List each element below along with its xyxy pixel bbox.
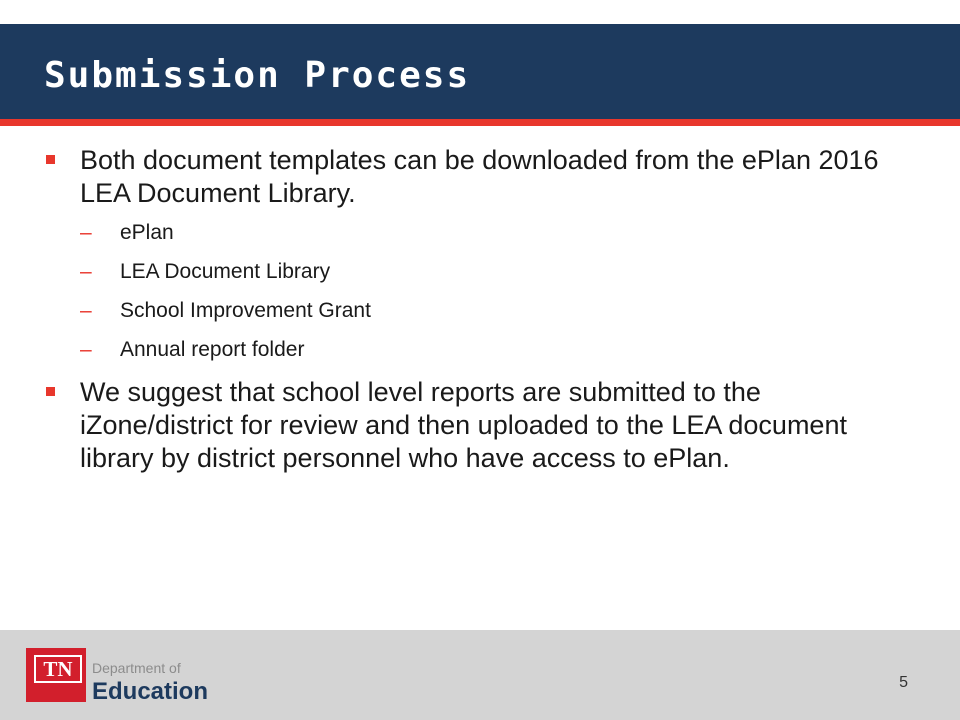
square-bullet-icon	[46, 387, 55, 396]
slide-content	[44, 144, 914, 475]
sub-item-text: LEA Document Library	[120, 260, 331, 283]
sub-list	[80, 220, 914, 363]
logo-department-text: Department of	[92, 660, 181, 676]
page-number: 5	[899, 674, 908, 691]
sub-item	[80, 259, 914, 285]
sub-item-text: Annual report folder	[120, 338, 305, 361]
bullet-text: We suggest that school level reports are submitted to the iZone/district for review and then uploaded to the LEA document library by district personnel who have access to ePlan.	[80, 377, 847, 473]
bullet-item	[44, 144, 914, 210]
bullet-text: Both document templates can be downloaded from the ePlan 2016 LEA Document Library.	[80, 145, 879, 208]
dash-bullet-icon: –	[80, 221, 92, 244]
square-bullet-icon	[46, 155, 55, 164]
bullet-item	[44, 376, 914, 475]
dash-bullet-icon: –	[80, 338, 92, 361]
logo-education-text: Education	[92, 678, 209, 705]
sub-item	[80, 337, 914, 363]
sub-item-text: School Improvement Grant	[120, 299, 371, 322]
tn-logo-text: TN	[34, 655, 82, 683]
sub-item	[80, 298, 914, 324]
accent-divider	[0, 119, 960, 126]
dash-bullet-icon: –	[80, 260, 92, 283]
dash-bullet-icon: –	[80, 299, 92, 322]
sub-item-text: ePlan	[120, 221, 174, 244]
sub-item	[80, 220, 914, 246]
slide-title: Submission Process	[44, 55, 471, 96]
